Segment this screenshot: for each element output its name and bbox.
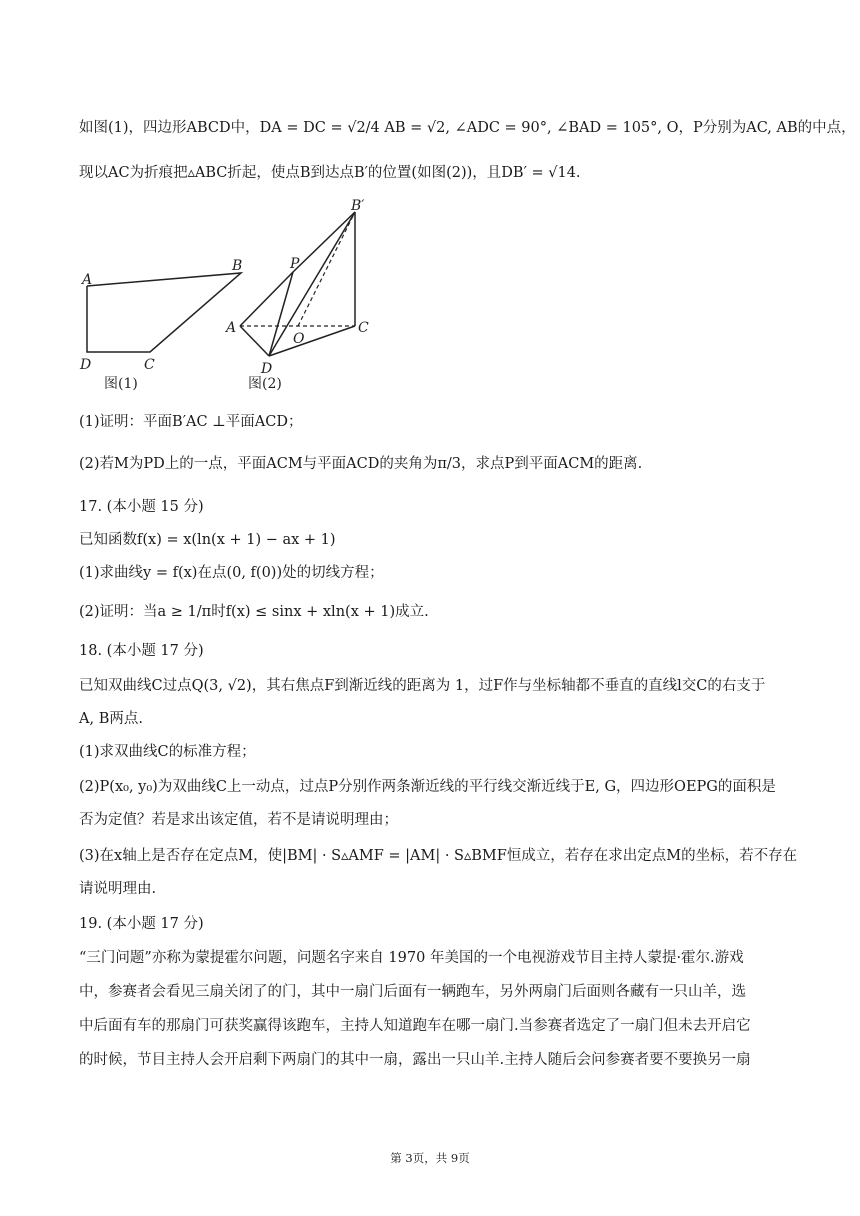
problem19-line1: “三门问题”亦称为蒙提霍尔问题，问题名字来自 1970 年美国的一个电视游戏节目主持人蒙提·霍尔.游戏 <box>79 950 744 966</box>
problem16-part1: (1)证明：平面B′AC ⊥平面ACD； <box>79 414 303 430</box>
problem16-part2: (2)若M为PD上的一点，平面ACM与平面ACD的夹角为π/3，求点P到平面ACM的距离. <box>79 456 643 472</box>
problem18-part1: (1)求双曲线C的标准方程； <box>79 744 256 760</box>
problem17-stem: 已知函数f(x) = x(ln(x + 1) − ax + 1) <box>79 532 336 548</box>
figure-1 <box>87 273 241 352</box>
problem18-stem-line1: 已知双曲线C过点Q(3, √2)，其右焦点F到渐近线的距离为 1，过F作与坐标轴都不垂直的直线l交C的右支于 <box>79 678 766 694</box>
fig1-label-D: D <box>80 357 92 373</box>
page-footer: 第 3页，共 9页 <box>390 1151 470 1165</box>
fig2-label-Bprime: B′ <box>351 198 365 214</box>
fig1-label-A: A <box>82 272 93 288</box>
fig2-label-P: P <box>290 256 300 272</box>
fig1-caption: 图(1) <box>104 376 138 392</box>
problem19-line2: 中，参赛者会看见三扇关闭了的门，其中一扇门后面有一辆跑车，另外两扇门后面则各藏有一只山羊，选 <box>79 984 746 1000</box>
fig2-caption: 图(2) <box>248 376 282 392</box>
fig2-label-D: D <box>261 361 273 377</box>
problem18-part3-line2: 请说明理由. <box>79 881 157 897</box>
geometry-figure <box>78 198 398 394</box>
problem19-line4: 的时候，节目主持人会开启剩下两扇门的其中一扇，露出一只山羊.主持人随后会问参赛者要不要换另一扇 <box>79 1052 751 1068</box>
problem19-line3: 中后面有车的那扇门可获奖赢得该跑车，主持人知道跑车在哪一扇门.当参赛者选定了一扇门但未去开启它 <box>79 1018 751 1034</box>
problem17-part1: (1)求曲线y = f(x)在点(0, f(0))处的切线方程； <box>79 565 384 581</box>
fig2-label-O: O <box>293 331 305 347</box>
fig1-label-B: B <box>232 258 243 274</box>
fig2-label-C: C <box>358 320 369 336</box>
problem18-part2-line1: (2)P(x₀, y₀)为双曲线C上一动点，过点P分别作两条渐近线的平行线交渐近线于E, G，四边形OEPG的面积是 <box>79 779 776 795</box>
problem16-line1: 如图(1)，四边形ABCD中，DA = DC = √2/4 AB = √2, ∠ADC = 90°, ∠BAD = 105°, O，P分别为AC, AB的中点， <box>79 120 856 136</box>
problem18-heading: 18. (本小题 17 分) <box>79 643 204 659</box>
fig1-label-C: C <box>144 357 155 373</box>
problem18-part3-line1: (3)在x轴上是否存在定点M，使|BM| · S▵AMF = |AM| · S▵BMF恒成立，若存在求出定点M的坐标，若不存在 <box>79 848 798 864</box>
problem18-part2-line2: 否为定值？若是求出该定值，若不是请说明理由； <box>79 812 398 828</box>
problem16-line2: 现以AC为折痕把▵ABC折起，使点B到达点B′的位置(如图(2))，且DB′ = √14. <box>79 165 581 181</box>
problem17-part2: (2)证明：当a ≥ 1/π时f(x) ≤ sinx + xln(x + 1)成立. <box>79 604 429 620</box>
problem17-heading: 17. (本小题 15 分) <box>79 499 204 515</box>
problem18-stem-line2: A, B两点. <box>79 711 143 727</box>
problem19-heading: 19. (本小题 17 分) <box>79 916 204 932</box>
fig2-label-A: A <box>226 320 237 336</box>
